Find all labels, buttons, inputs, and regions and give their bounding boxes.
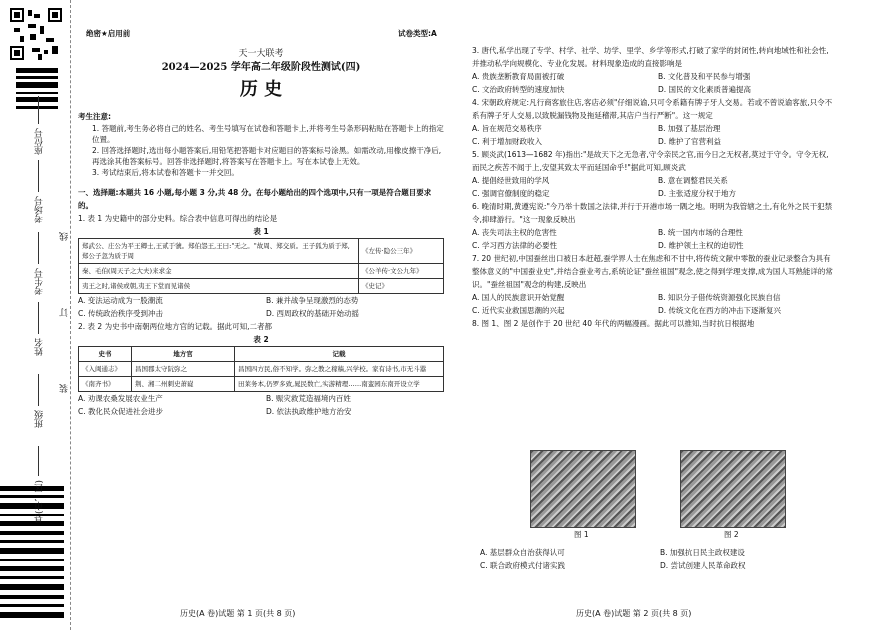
option-d[interactable]: D. 国民的文化素质普遍提高 (658, 85, 752, 94)
name-label: 姓名 (35, 338, 45, 356)
question-7-stem: 7. 20 世纪初,中国蚕丝出口被日本赶超,蚕学界人士在焦虑和不甘中,将传统文献中零散的蚕业记录整合为具有整体意义的"中国蚕业史",并结合蚕业考古,系统论证"蚕丝祖国"观念,使之得到学理支撑,成为国人耳熟能详的常识。"蚕丝祖国"观念的构建,反映出 (472, 254, 833, 289)
barcode-icon (16, 68, 58, 73)
table-1 (78, 238, 444, 294)
option-c[interactable]: C. 教化民众促进社会进步 (78, 407, 164, 416)
option-b[interactable]: B. 意在调整君民关系 (658, 176, 728, 185)
option-c[interactable]: C. 学习西方法律的必要性 (472, 241, 558, 250)
table-1-title: 表 1 (253, 227, 269, 236)
option-c[interactable]: C. 文治政府转型的速度加快 (472, 85, 565, 94)
option-a[interactable]: A. 贵族垄断教育局面被打破 (472, 72, 565, 81)
cartoon-figure-2 (680, 450, 786, 528)
option-a[interactable]: A. 基层群众自治获得认可 (480, 548, 565, 557)
question-4-stem: 4. 宋朝政府规定:凡行商客旅住店,客店必须"仔细说谕,只可令系籍有牌子牙人交易。若或不曾说谕客旅,只令不系有牌子牙人交易,以致脱漏钱物及拖延稽滞,其店户当行严断"。这一规定 (472, 98, 833, 120)
page-1 (78, 44, 444, 418)
notice-list (78, 123, 444, 178)
question-3-stem: 3. 唐代,私学出现了专学、村学、社学、坊学、里学、乡学等形式,打破了家学的封闭性,转向地域性和社会性,并推动私学向规模化、专业化发展。材料现象造成的直接影响是 (472, 46, 829, 68)
table-header-row: 史书 地方官 记载 (79, 347, 444, 362)
notice-item: 2. 回答选择题时,选出每小题答案后,用铅笔把答题卡对应题目的答案标号涂黑。如需改动,用橡皮擦干净后,再选涂其他答案标号。回答非选择题时,将答案写在答题卡上。写在本试卷上无效。 (92, 146, 442, 166)
footer-page-2: 历史(A 卷)试题 第 2 页(共 8 页) (576, 609, 692, 618)
secret-mark: 绝密★启用前 (86, 29, 131, 38)
question-1-options (78, 294, 444, 320)
cut-mark-seal: 装 (60, 384, 70, 393)
option-d[interactable]: D. 传统文化在西方的冲击下逐渐复兴 (658, 306, 782, 315)
table-2-title: 表 2 (253, 335, 269, 344)
seat-number-label: 座位号 (35, 128, 45, 155)
option-a[interactable]: A. 国人的民族意识开始觉醒 (472, 293, 565, 302)
qr-code-icon (8, 6, 64, 62)
option-d[interactable]: D. 依法执政维护地方治安 (266, 407, 352, 416)
option-b[interactable]: B. 知识分子借传统资源强化民族自信 (658, 293, 781, 302)
option-a[interactable]: A. 变法运动成为一股潮流 (78, 296, 163, 305)
option-d[interactable]: D. 维护了官营利益 (658, 137, 722, 146)
option-c[interactable]: C. 联合政府模式付诸实践 (480, 561, 566, 570)
option-a[interactable]: A. 丧失司法主权的危害性 (472, 228, 557, 237)
option-b[interactable]: B. 加强抗日民主政权建设 (660, 548, 745, 557)
option-a[interactable]: A. 劝课农桑发展农业生产 (78, 394, 163, 403)
paper-type: 试卷类型:A (398, 29, 437, 38)
question-2-options (78, 392, 444, 418)
question-6-options (472, 226, 834, 252)
option-b[interactable]: B. 加强了基层治理 (658, 124, 721, 133)
question-7-options (472, 291, 834, 317)
table-row: 《南齐书》 荆、湘二州刺史萧嶷 田莱务本,仍罗多致,晁民数亡,实游精理……南蛮园东南开设立学 (79, 377, 444, 392)
question-8-options (480, 546, 830, 572)
tear-line (70, 0, 71, 630)
question-5-options (472, 174, 834, 200)
subject-title: 历 史 (239, 79, 283, 100)
option-b[interactable]: B. 文化普及和平民参与增强 (658, 72, 751, 81)
table-row: 《入闽通志》 昌国郡太守阮弥之 昌国四方民,俗不知学。弥之教之稼穑,兴学校。家有诗书,市无斗嚣 (79, 362, 444, 377)
county-label: 县(市、区) (35, 480, 45, 524)
notice-item: 3. 考试结束后,将本试卷和答题卡一并交回。 (92, 168, 239, 177)
option-c[interactable]: C. 近代实业救国思潮的兴起 (472, 306, 565, 315)
exam-room-label: 考场号 (35, 196, 45, 223)
question-3-options (472, 70, 834, 96)
exam-title: 2024—2025 学年高二年级阶段性测试(四) (161, 62, 361, 73)
figure-2-caption: 图 2 (724, 530, 739, 539)
option-a[interactable]: A. 提倡经世致用的学风 (472, 176, 550, 185)
question-4-options (472, 122, 834, 148)
option-d[interactable]: D. 主张适度分权于地方 (658, 189, 737, 198)
footer-page-1: 历史(A 卷)试题 第 1 页(共 8 页) (180, 609, 296, 618)
cut-mark-line: 线 (60, 232, 70, 241)
section-heading: 一、选择题:本题共 16 小题,每小题 3 分,共 48 分。在每小题给出的四个选项中,只有一项是符合题目要求的。 (78, 188, 432, 210)
org-name: 天一大联考 (238, 49, 284, 59)
question-6-stem: 6. 晚清时期,黄遵宪说:"今乃举十数国之法律,并行于开港市场一隅之地。明明为我管辖之土,有化外之民干犯禁令,抑肆游行。"这一现象反映出 (472, 202, 833, 224)
candidate-number-label: 考生号 (35, 268, 45, 295)
binding-strip (0, 0, 72, 630)
option-b[interactable]: B. 统一国内市场的合理性 (658, 228, 743, 237)
option-b[interactable]: B. 兼并战争呈现激烈的态势 (266, 296, 359, 305)
option-a[interactable]: A. 旨在规范交易秩序 (472, 124, 542, 133)
option-c[interactable]: C. 利于增加财政收入 (472, 137, 543, 146)
figure-1-caption: 图 1 (574, 530, 589, 539)
notice-item: 1. 答题前,考生务必将自己的姓名、考生号填写在试卷和答题卡上,并将考生号条形码粘贴在答题卡上的指定位置。 (92, 124, 444, 144)
option-c[interactable]: C. 传统政治秩序受到冲击 (78, 309, 164, 318)
table-row: 郑武公、庄公为平王卿士,王贰于虢。郑伯怨王,王曰:"无之。"故周、郑交质。王子狐为质于郑,郑公子忽为质于周 《左传·隐公三年》 (79, 239, 444, 264)
table-row: 夷王之时,诸侯或朝,夷王下堂而见诸侯 《史记》 (79, 279, 444, 294)
option-d[interactable]: D. 尝试创建人民革命政权 (660, 561, 746, 570)
question-8-stem: 8. 图 1、图 2 是创作于 20 世纪 40 年代的两幅漫画。据此可以推知,当时抗日根据地 (472, 319, 755, 328)
notice-title: 考生注意: (78, 112, 111, 121)
cut-mark-bind: 订 (60, 308, 70, 317)
question-5-stem: 5. 顾炎武(1613—1682 年)指出:"是故天下之无急者,守令亲民之官,而今日之无权者,莫过于守令。守令无权,而民之疾苦不闻于上,安望其致太平而延国命乎!"据此可知,顾炎武 (472, 150, 829, 172)
option-c[interactable]: C. 强调官僚制度的稳定 (472, 189, 550, 198)
option-b[interactable]: B. 赈灾救荒造福境内百姓 (266, 394, 351, 403)
question-1-stem: 1. 表 1 为史籍中的部分史料。综合表中信息可得出的结论是 (78, 214, 278, 223)
table-2 (78, 346, 444, 392)
class-label: 班级 (35, 410, 45, 428)
page-2 (472, 44, 834, 330)
cartoon-figure-1 (530, 450, 636, 528)
option-d[interactable]: D. 维护领土主权的迫切性 (658, 241, 744, 250)
table-row: 秦、毛伯(周天子之大夫)来求金 《公羊传·文公九年》 (79, 264, 444, 279)
question-2-stem: 2. 表 2 为史书中南朝两位地方官的记载。据此可知,二者都 (78, 322, 272, 331)
option-d[interactable]: D. 西周政权的基础开始动摇 (266, 309, 360, 318)
